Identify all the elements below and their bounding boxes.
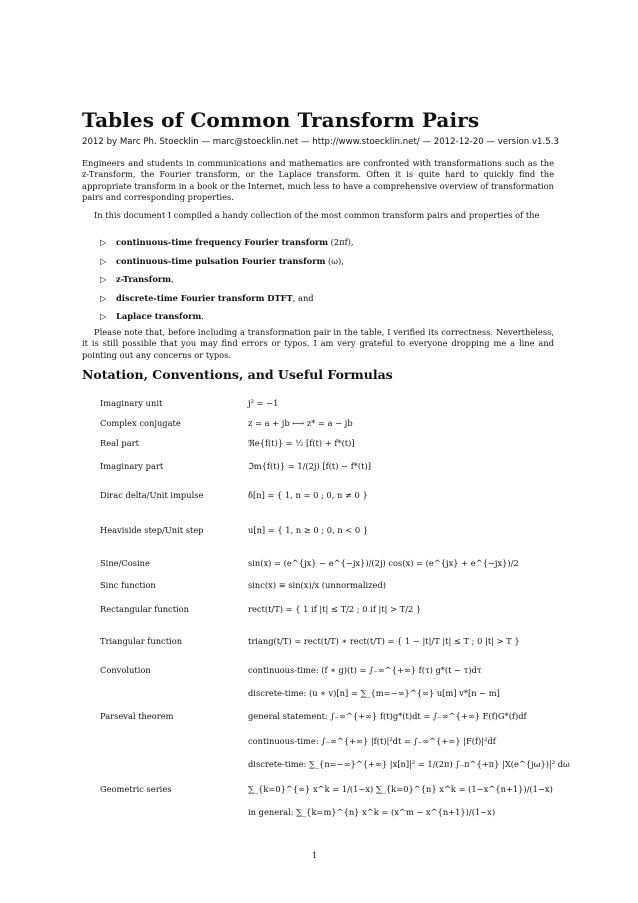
section-heading: Notation, Conventions, and Useful Formulas [82, 367, 393, 382]
row-formula: ∑_{k=0}^{∞} x^k = 1/(1−x) ∑_{k=0}^{n} x^k = (1−x^{n+1})/(1−x) [248, 784, 553, 794]
list-item: ▷ z-Transform, [100, 274, 174, 284]
author-byline: 2012 by Marc Ph. Stoecklin — marc@stoecklin.net — http://www.stoecklin.net/ — 2012-12-20 — version v1.5.3 [82, 137, 559, 147]
triangle-bullet-icon: ▷ [100, 237, 107, 247]
triangle-bullet-icon: ▷ [100, 311, 107, 321]
row-label: Dirac delta/Unit impulse [100, 490, 204, 500]
row-formula: continuous-time: (f ∗ g)(t) = ∫₋∞^{+∞} f(τ) g*(t − τ)dτ [248, 665, 482, 675]
row-label: Complex conjugate [100, 418, 181, 428]
row-label: Convolution [100, 665, 151, 675]
document-title: Tables of Common Transform Pairs [82, 108, 480, 132]
row-label: Parseval theorem [100, 711, 174, 721]
row-formula: sin(x) = (e^{jx} − e^{−jx})/(2j) cos(x) = (e^{jx} + e^{−jx})/2 [248, 558, 519, 568]
list-item: ▷ continuous-time pulsation Fourier transform (ω), [100, 255, 344, 266]
triangle-bullet-icon: ▷ [100, 292, 107, 303]
row-label: Triangular function [100, 636, 183, 646]
row-formula: general statement: ∫₋∞^{+∞} f(t)g*(t)dt = ∫₋∞^{+∞} F(f)G*(f)df [248, 711, 527, 721]
row-formula: z = a + jb ⟷ z* = a − jb [248, 418, 353, 428]
row-label: Geometric series [100, 784, 172, 794]
row-formula: ℑm{f(t)} = 1/(2j) [f(t) − f*(t)] [248, 461, 371, 471]
row-label: Real part [100, 438, 139, 448]
row-formula: rect(t/T) = { 1 if |t| ≤ T/2 ; 0 if |t| > T/2 } [248, 604, 422, 614]
row-formula: triang(t/T) = rect(t/T) ∗ rect(t/T) = { 1 − |t|/T |t| ≤ T ; 0 |t| > T } [248, 636, 520, 646]
list-item: ▷ Laplace transform. [100, 311, 204, 321]
row-label: Sine/Cosine [100, 558, 150, 568]
row-formula: sinc(x) ≡ sin(x)/x (unnormalized) [248, 580, 386, 590]
page-number: 1 [312, 850, 318, 860]
row-label: Imaginary part [100, 461, 164, 471]
row-formula: discrete-time: ∑_{n=−∞}^{+∞} |x[n]|² = 1/(2π) ∫₋π^{+π} |X(e^{jω})|² dω [248, 759, 570, 769]
row-formula: discrete-time: (u ∗ v)[n] = ∑_{m=−∞}^{∞} u[m] v*[n − m] [248, 688, 500, 698]
intro-paragraph-2: In this document I compiled a handy collection of the most common transform pairs and properties of the [94, 210, 540, 220]
intro-paragraph-1: Engineers and students in communications and mathematics are confronted with transformations such as the z-Transform, the Fourier transform, or the Laplace transform. Often it is quite hard to quickly find the appropriate transform in a book or the Internet, much less to have a comprehensive overview of transformation pairs and corresponding properties. [82, 158, 554, 202]
list-item: ▷ discrete-time Fourier transform DTFT, and [100, 292, 314, 303]
row-label: Imaginary unit [100, 398, 163, 408]
row-formula: in general: ∑_{k=m}^{n} x^k = (x^m − x^{n+1})/(1−x) [248, 807, 496, 817]
row-label: Sinc function [100, 580, 156, 590]
row-label: Rectangular function [100, 604, 190, 614]
row-formula: ℜe{f(t)} = ½ [f(t) + f*(t)] [248, 438, 355, 448]
row-label: Heaviside step/Unit step [100, 525, 204, 535]
row-formula: δ[n] = { 1, n = 0 ; 0, n ≠ 0 } [248, 490, 368, 500]
row-formula: continuous-time: ∫₋∞^{+∞} |f(t)|²dt = ∫₋∞^{+∞} |F(f)|²df [248, 736, 496, 746]
row-formula: u[n] = { 1, n ≥ 0 ; 0, n < 0 } [248, 525, 369, 535]
intro-paragraph-3: Please note that, before including a transformation pair in the table, I verified its correctness. Nevertheless, it is still possible that you may find errors or typos. I am very grateful to everyone dropping me a line and pointing out any concerns or typos. [82, 327, 554, 360]
row-formula: j² = −1 [248, 398, 279, 408]
list-item: ▷ continuous-time frequency Fourier transform (2πf), [100, 237, 354, 247]
triangle-bullet-icon: ▷ [100, 255, 107, 266]
triangle-bullet-icon: ▷ [100, 274, 107, 284]
